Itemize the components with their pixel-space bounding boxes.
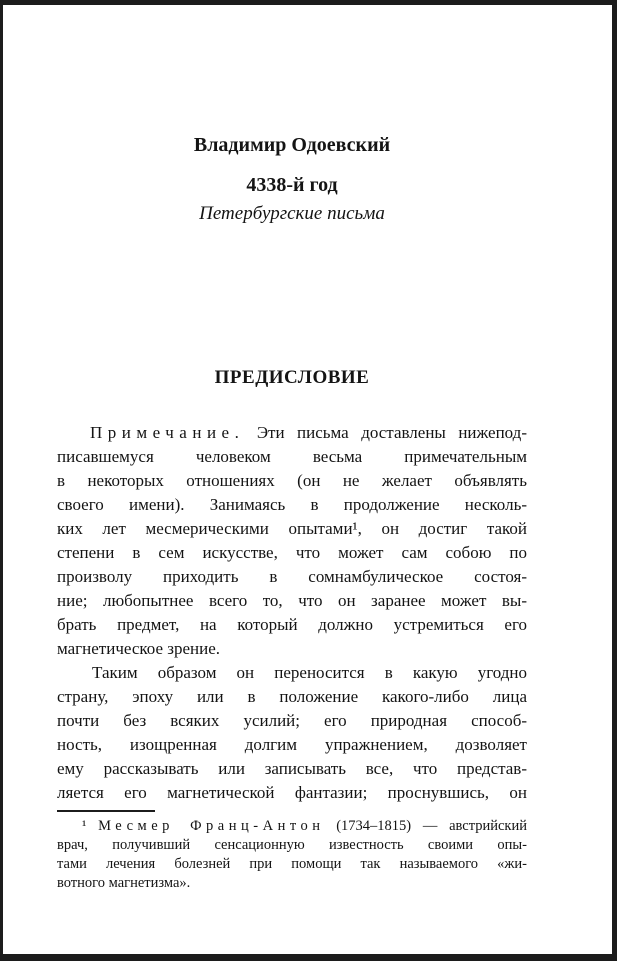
text-line: ему рассказывать или записывать все, что представ- bbox=[57, 759, 527, 778]
text-line: брать предмет, на который должно устремиться его bbox=[57, 615, 527, 634]
text-line bbox=[57, 421, 527, 445]
text-line: степени в сем искусстве, что может сам собою по bbox=[57, 543, 527, 562]
footnote-line: врач, получивший сенсационную известность своими опы- bbox=[57, 837, 527, 853]
text-line: писавшемуся человеком весьма примечательным bbox=[57, 447, 527, 466]
text-line: ляется его магнетической фантазии; проснувшись, он bbox=[57, 783, 527, 802]
body-text bbox=[57, 421, 527, 805]
text-line: магнетическое зрение. bbox=[57, 639, 221, 658]
text-line: страну, эпоху или в положение какого-либо лица bbox=[57, 687, 527, 706]
text-line: почти без всяких усилий; его природная способ- bbox=[57, 711, 527, 730]
text-line: ние; любопытнее всего то, что он заранее может вы- bbox=[57, 591, 527, 610]
text-line: ких лет месмерическими опытами¹, он достиг такой bbox=[57, 519, 527, 538]
book-subtitle: Петербургские письма bbox=[199, 203, 385, 224]
spaced-name: Месмер Франц-Антон bbox=[98, 818, 325, 834]
line-text: Эти письма доставлены нижепод- bbox=[244, 423, 527, 442]
footnote-line: тами лечения болезней при помощи так называемого «жи- bbox=[57, 856, 527, 872]
book-author: Владимир Одоевский bbox=[193, 134, 391, 156]
footnote-line: вотного магнетизма». bbox=[57, 875, 191, 891]
footnote-line bbox=[57, 817, 527, 836]
text-line: произволу приходить в сомнамбулическое состоя- bbox=[57, 567, 527, 586]
text-line: в некоторых отношениях (он не желает объявлять bbox=[57, 471, 527, 490]
text-line: своего имени). Занимаясь в продолжение несколь- bbox=[57, 495, 527, 514]
chapter-heading: ПРЕДИСЛОВИЕ bbox=[214, 367, 370, 388]
footnote-marker: ¹ bbox=[82, 818, 99, 834]
text-line: ность, изощренная долгим упражнением, дозволяет bbox=[57, 735, 527, 754]
line-text: (1734–1815) — австрийский bbox=[324, 818, 527, 834]
text-line: Таким образом он переносится в какую угодно bbox=[92, 663, 527, 682]
footnote-divider bbox=[57, 810, 155, 812]
spaced-lead-word: Примечание. bbox=[90, 423, 245, 442]
book-title: 4338-й год bbox=[246, 174, 338, 196]
footnote bbox=[57, 817, 527, 893]
